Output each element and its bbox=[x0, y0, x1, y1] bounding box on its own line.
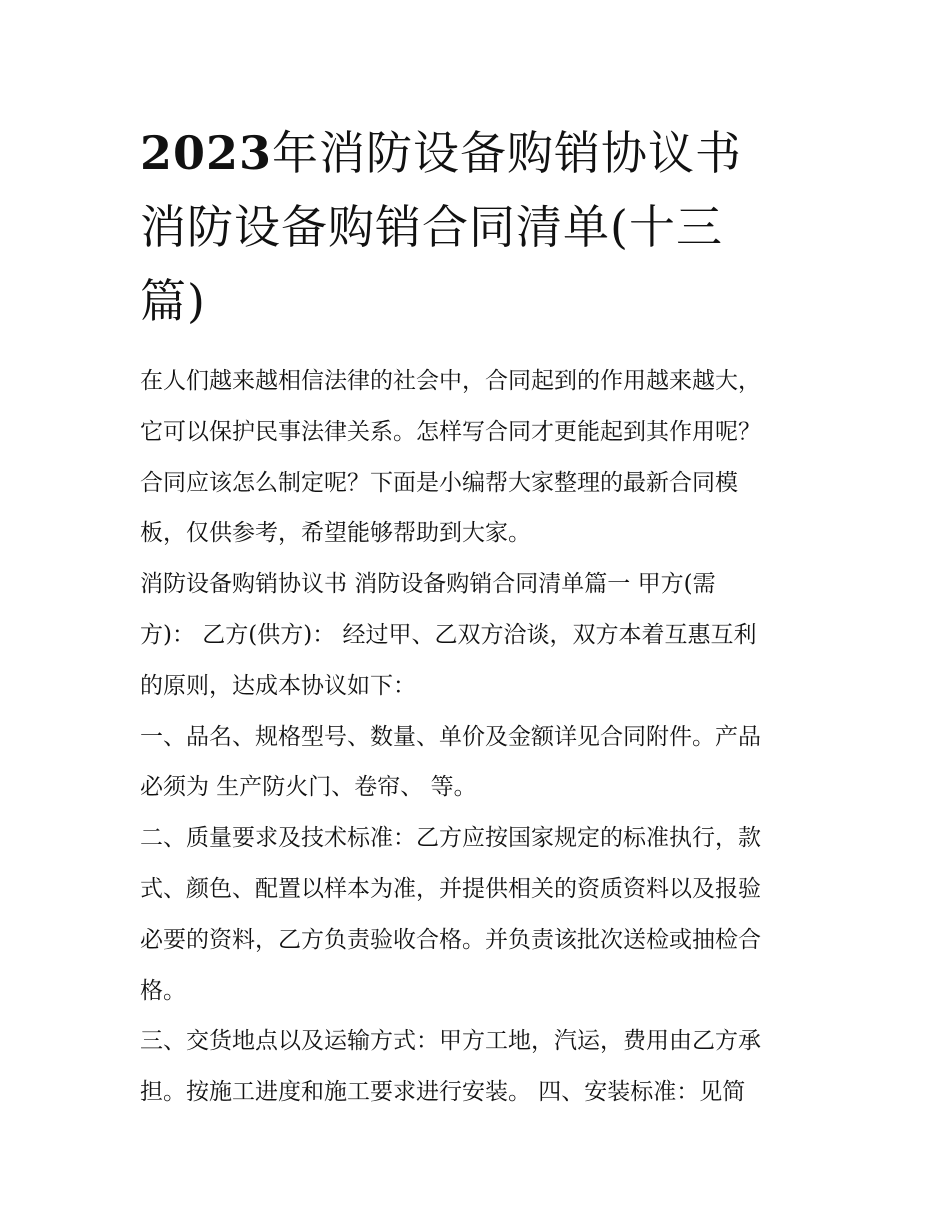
title-line-3: 篇) bbox=[140, 274, 206, 328]
clause-3-paragraph bbox=[140, 1016, 820, 1118]
text-line: 式、颜色、配置以样本为准，并提供相关的资质资料以及报验 bbox=[140, 875, 761, 902]
text-line: 的原则，达成本协议如下： bbox=[140, 672, 416, 699]
intro-paragraph bbox=[140, 356, 820, 559]
document-body bbox=[140, 356, 820, 1118]
text-line: 必要的资料，乙方负责验收合格。并负责该批次送检或抽检合 bbox=[140, 926, 761, 953]
text-line: 必须为 生产防火门、卷帘、 等。 bbox=[140, 774, 477, 801]
clause-1-paragraph bbox=[140, 712, 820, 814]
document-title bbox=[140, 116, 820, 338]
text-line: 格。 bbox=[140, 977, 186, 1004]
text-line: 三、交货地点以及运输方式：甲方工地，汽运，费用由乙方承 bbox=[140, 1028, 761, 1055]
text-line: 在人们越来越相信法律的社会中，合同起到的作用越来越大， bbox=[140, 368, 761, 394]
title-line-2: 消防设备购销合同清单(十三 bbox=[140, 200, 723, 254]
title-line-1 bbox=[140, 116, 820, 190]
parties-paragraph bbox=[140, 559, 820, 711]
text-line: 一、品名、规格型号、数量、单价及金额详见合同附件。产品 bbox=[140, 723, 761, 750]
text-line: 担。按施工进度和施工要求进行安装。 四、安装标准：见简 bbox=[140, 1079, 746, 1106]
text-line: 它可以保护民事法律关系。怎样写合同才更能起到其作用呢？ bbox=[140, 418, 761, 445]
text-line: 板，仅供参考，希望能够帮助到大家。 bbox=[140, 520, 531, 547]
text-line: 二、质量要求及技术标准：乙方应按国家规定的标准执行，款 bbox=[140, 825, 761, 852]
title-line-1-text: 年消防设备购销协议书 bbox=[272, 126, 743, 180]
text-line: 合同应该怎么制定呢？下面是小编帮大家整理的最新合同模 bbox=[140, 469, 738, 496]
title-year: 2023 bbox=[140, 126, 273, 180]
text-line: 消防设备购销协议书 消防设备购销合同清单篇一 甲方(需 bbox=[140, 571, 716, 598]
clause-2-paragraph bbox=[140, 813, 820, 1016]
text-line: 方)： 乙方(供方)： 经过甲、乙双方洽谈，双方本着互惠互利 bbox=[140, 621, 757, 648]
